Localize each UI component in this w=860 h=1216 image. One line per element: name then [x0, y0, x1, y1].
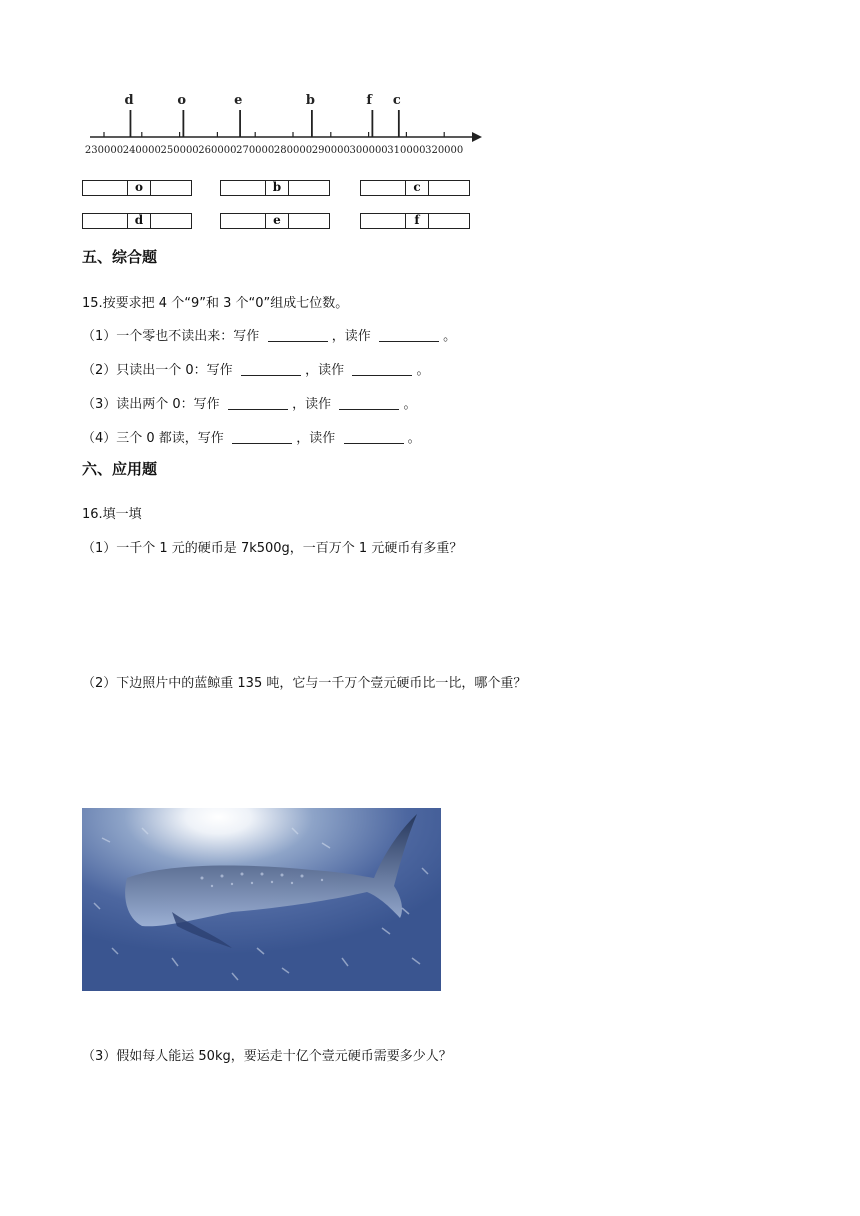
answer-box-c[interactable] [360, 180, 470, 196]
number-line-marker-label: f [366, 93, 372, 108]
item-mid: ，读作 [331, 329, 371, 344]
whale-photo [82, 808, 441, 991]
number-line-tick-label: 250000 [160, 145, 199, 156]
item-mid: ，读作 [292, 397, 332, 412]
number-line-svg [80, 86, 490, 166]
whale-photo-svg [82, 808, 441, 991]
section-title-6: 六、应用题 [82, 460, 158, 478]
write-blank[interactable] [228, 396, 288, 410]
write-blank[interactable] [241, 362, 301, 376]
answer-box-label: o [127, 180, 151, 196]
number-line-marker-label: o [177, 93, 187, 108]
question-15-item-2 [82, 359, 430, 378]
item-end: 。 [443, 329, 457, 344]
answer-box-b[interactable] [220, 180, 330, 196]
section-title-5: 五、综合题 [82, 248, 158, 266]
read-blank[interactable] [339, 396, 399, 410]
question-16-part-1: （1）一千个 1 元的硬币是 7k500g，一百万个 1 元硬币有多重？ [82, 541, 463, 556]
number-line-tick-label: 280000 [273, 145, 313, 156]
write-blank[interactable] [268, 328, 328, 342]
number-line-marker-label: e [234, 93, 243, 108]
answer-box-e[interactable] [220, 213, 330, 229]
read-blank[interactable] [352, 362, 412, 376]
item-prefix: （2）只读出一个 0：写作 [82, 363, 233, 378]
read-blank[interactable] [379, 328, 439, 342]
number-line-marker-label: c [392, 93, 401, 108]
number-line-arrow [472, 132, 482, 142]
number-line-tick-label: 290000 [311, 145, 350, 156]
number-line-tick-label: 300000 [349, 145, 388, 156]
question-15-item-1 [82, 325, 456, 344]
item-prefix: （4）三个 0 都读，写作 [82, 431, 224, 446]
answer-box-d[interactable] [82, 213, 192, 229]
answer-box-f[interactable] [360, 213, 470, 229]
item-end: 。 [403, 397, 417, 412]
item-end: 。 [416, 363, 430, 378]
number-line-tick-label: 270000 [236, 145, 275, 156]
question-16-part-2: （2）下边照片中的蓝鲸重 135 吨，它与一千万个壹元硬币比一比，哪个重？ [82, 676, 527, 691]
question-15-item-3 [82, 393, 417, 412]
answer-box-label: f [405, 213, 429, 229]
read-blank[interactable] [344, 430, 404, 444]
item-mid: ，读作 [305, 363, 345, 378]
item-prefix: （3）读出两个 0：写作 [82, 397, 220, 412]
question-16-part-3: （3）假如每人能运 50kg，要运走十亿个壹元硬币需要多少人？ [82, 1049, 452, 1064]
item-prefix: （1）一个零也不读出来：写作 [82, 329, 260, 344]
number-line-tick-label: 240000 [122, 145, 161, 156]
answer-box-o[interactable] [82, 180, 192, 196]
number-line-tick-label: 230000 [84, 145, 124, 156]
number-line-marker-label: d [124, 93, 134, 108]
answer-box-label: c [405, 180, 429, 196]
number-line-marker-label: b [305, 93, 315, 108]
question-16-stem: 16.填一填 [82, 507, 142, 522]
item-mid: ，读作 [296, 431, 336, 446]
number-line-tick-label: 310000 [387, 145, 426, 156]
write-blank[interactable] [232, 430, 292, 444]
answer-box-label: e [265, 213, 289, 229]
number-line-tick-label: 260000 [198, 145, 237, 156]
number-line-figure [80, 86, 490, 166]
answer-box-label: b [265, 180, 289, 196]
question-15-item-4 [82, 427, 421, 446]
question-15-stem: 15.按要求把 4 个“9”和 3 个“0”组成七位数。 [82, 296, 349, 311]
item-end: 。 [407, 431, 421, 446]
number-line-tick-label: 320000 [425, 145, 464, 156]
answer-box-label: d [127, 213, 151, 229]
